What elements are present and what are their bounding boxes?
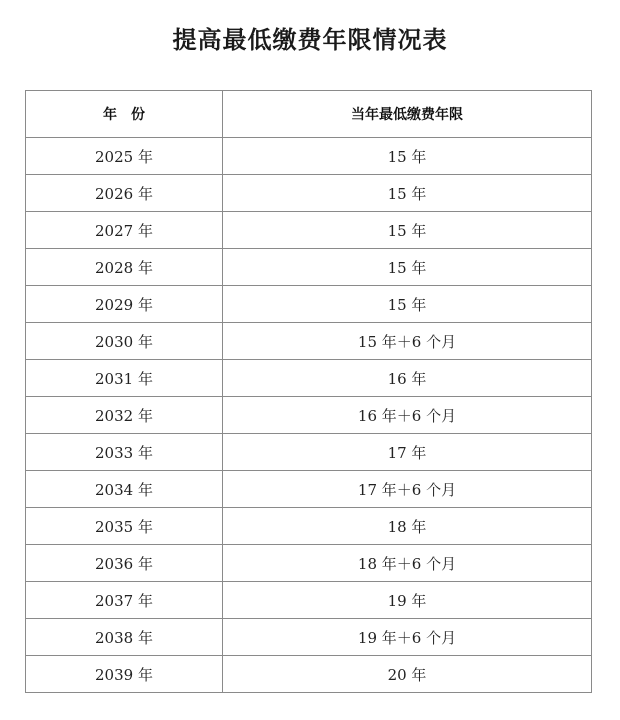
cell-min-years: 18 年＋6 个月 <box>223 545 592 582</box>
cell-min-years: 15 年 <box>223 249 592 286</box>
cell-year: 2027 年 <box>26 212 223 249</box>
table-row <box>26 212 592 249</box>
table-row <box>26 619 592 656</box>
cell-min-years: 15 年＋6 个月 <box>223 323 592 360</box>
cell-min-years: 15 年 <box>223 286 592 323</box>
cell-min-years: 15 年 <box>223 212 592 249</box>
cell-year: 2034 年 <box>26 471 223 508</box>
table-row <box>26 434 592 471</box>
table-row <box>26 508 592 545</box>
cell-year: 2029 年 <box>26 286 223 323</box>
table-row <box>26 656 592 693</box>
contribution-years-table <box>25 90 592 693</box>
cell-year: 2032 年 <box>26 397 223 434</box>
cell-year: 2026 年 <box>26 175 223 212</box>
cell-year: 2031 年 <box>26 360 223 397</box>
cell-year: 2035 年 <box>26 508 223 545</box>
cell-year: 2037 年 <box>26 582 223 619</box>
header-min-years: 当年最低缴费年限 <box>223 91 592 138</box>
cell-min-years: 16 年 <box>223 360 592 397</box>
cell-year: 2030 年 <box>26 323 223 360</box>
table-row <box>26 249 592 286</box>
table-row <box>26 471 592 508</box>
table-header-row <box>26 91 592 138</box>
cell-min-years: 16 年＋6 个月 <box>223 397 592 434</box>
table-row <box>26 323 592 360</box>
header-year: 年 份 <box>26 91 223 138</box>
table-row <box>26 397 592 434</box>
cell-min-years: 15 年 <box>223 138 592 175</box>
cell-min-years: 18 年 <box>223 508 592 545</box>
cell-min-years: 19 年＋6 个月 <box>223 619 592 656</box>
cell-year: 2033 年 <box>26 434 223 471</box>
table-body <box>26 138 592 693</box>
cell-year: 2025 年 <box>26 138 223 175</box>
cell-year: 2036 年 <box>26 545 223 582</box>
cell-year: 2038 年 <box>26 619 223 656</box>
table-row <box>26 360 592 397</box>
page-title: 提高最低缴费年限情况表 <box>172 26 448 54</box>
table-row <box>26 545 592 582</box>
cell-min-years: 20 年 <box>223 656 592 693</box>
table-row <box>26 286 592 323</box>
table-row <box>26 582 592 619</box>
cell-year: 2039 年 <box>26 656 223 693</box>
cell-min-years: 17 年＋6 个月 <box>223 471 592 508</box>
cell-min-years: 15 年 <box>223 175 592 212</box>
table-row <box>26 175 592 212</box>
cell-year: 2028 年 <box>26 249 223 286</box>
cell-min-years: 19 年 <box>223 582 592 619</box>
table-row <box>26 138 592 175</box>
cell-min-years: 17 年 <box>223 434 592 471</box>
